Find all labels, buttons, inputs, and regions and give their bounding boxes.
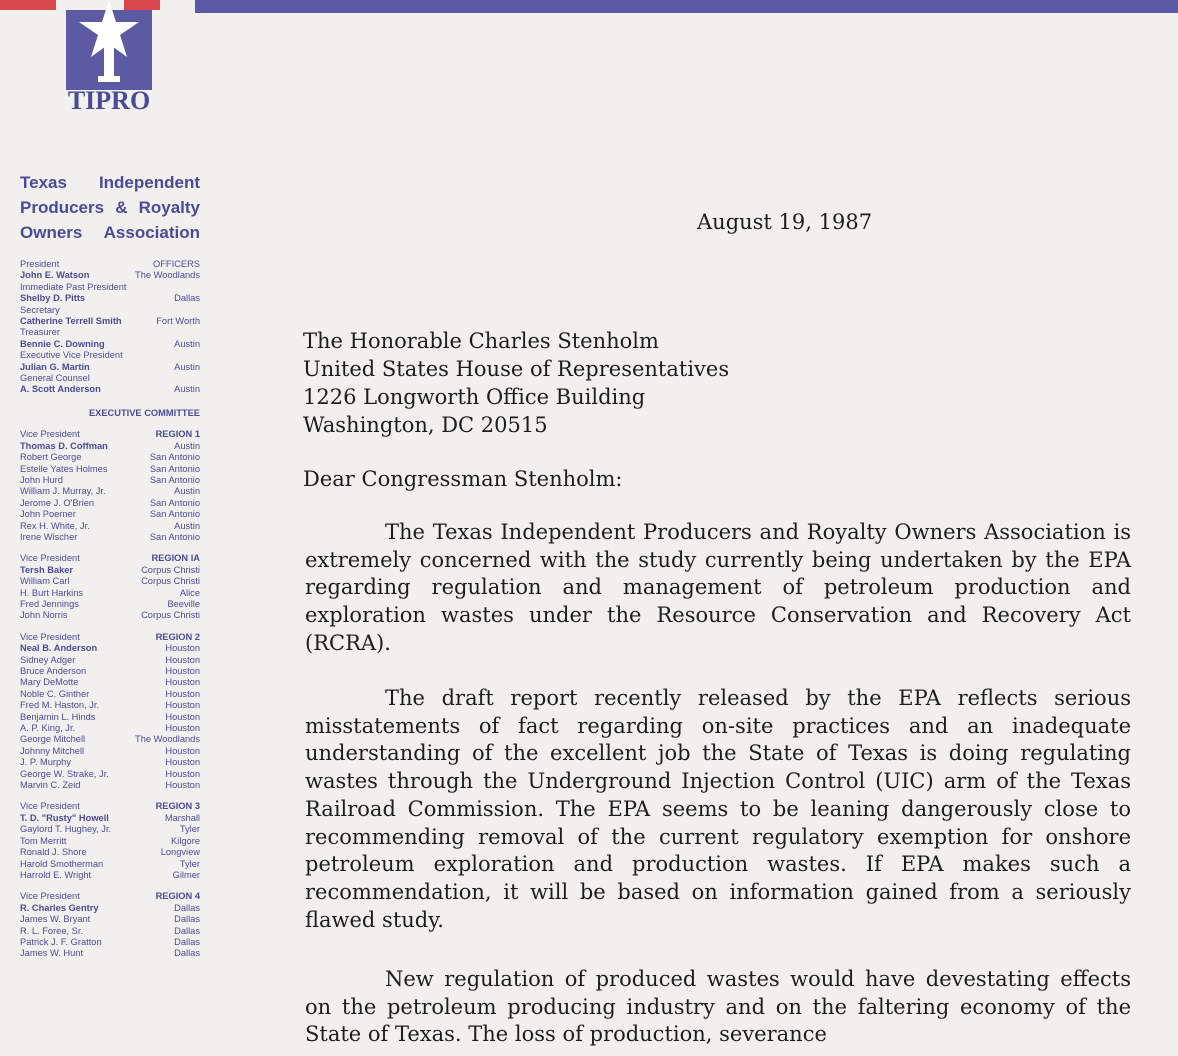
paragraph-text: New regulation of produced wastes would have devestating effects on the petroleum producing industry and on the faltering economy of the State of Texas. The loss of production, severance bbox=[305, 967, 1131, 1047]
committee-member-name: Harrold E. Wright bbox=[20, 869, 92, 880]
committee-member-city: Alice bbox=[179, 587, 200, 598]
committee-member-name: John Hurd bbox=[20, 474, 63, 485]
officer-entry-name: Catherine Terrell Smith bbox=[20, 316, 122, 327]
committee-member-city: Tyler bbox=[179, 858, 200, 869]
officer-entry-name: A. Scott Anderson bbox=[20, 384, 101, 395]
org-name-line: Owners Association bbox=[20, 223, 200, 242]
region-group bbox=[20, 429, 200, 543]
region-header bbox=[20, 553, 200, 564]
officer-entry bbox=[20, 316, 200, 327]
org-name-line: Producers & Royalty bbox=[20, 198, 200, 217]
officer-entry-city: Fort Worth bbox=[156, 316, 200, 327]
committee-member-name: Estelle Yates Holmes bbox=[20, 463, 108, 474]
officer-entry-name: Bennie C. Downing bbox=[20, 338, 105, 349]
officer-title-city: OFFICERS bbox=[152, 259, 200, 269]
address-line: 1226 Longworth Office Building bbox=[303, 385, 646, 409]
address-line: Washington, DC 20515 bbox=[303, 413, 548, 437]
region-group bbox=[20, 632, 200, 792]
executive-committee-heading: EXECUTIVE COMMITTEE bbox=[88, 407, 200, 418]
officer-entry bbox=[20, 362, 200, 373]
officer-title-name: General Counsel bbox=[20, 373, 90, 384]
vice-president bbox=[20, 441, 200, 452]
officer-title bbox=[20, 350, 200, 361]
committee-member-name: Fred Jennings bbox=[20, 598, 79, 609]
paragraph-1 bbox=[305, 519, 1131, 658]
committee-member bbox=[20, 486, 200, 497]
region-header bbox=[20, 891, 200, 902]
officer-entry-city: Austin bbox=[174, 384, 200, 395]
region-header-name: Vice President bbox=[20, 801, 80, 812]
letter-date: August 19, 1987 bbox=[697, 210, 873, 234]
committee-member bbox=[20, 475, 200, 486]
committee-member-name: Bruce Anderson bbox=[20, 666, 87, 676]
officer-entry bbox=[20, 270, 200, 281]
committee-member bbox=[20, 780, 200, 791]
officer-entry bbox=[20, 293, 200, 304]
letterhead-sidebar bbox=[20, 170, 200, 960]
committee-member-name: Gaylord T. Hughey, Jr. bbox=[20, 824, 112, 835]
vice-president-city: Houston bbox=[165, 643, 200, 654]
committee-member-name: Tom Merritt bbox=[20, 835, 67, 846]
committee-member bbox=[20, 521, 200, 532]
committee-member-name: Jerome J. O'Brien bbox=[20, 497, 95, 508]
committee-member-name: Ronald J. Shore bbox=[20, 847, 87, 858]
committee-member bbox=[20, 757, 200, 768]
officer-title bbox=[20, 373, 200, 384]
committee-member-name: J. P. Murphy bbox=[20, 757, 71, 768]
committee-member-name: James W. Hunt bbox=[20, 948, 84, 959]
committee-member-city: Corpus Christi bbox=[141, 610, 200, 621]
committee-member-name: Marvin C. Zeid bbox=[20, 780, 81, 791]
committee-member-name: George Mitchell bbox=[20, 734, 86, 745]
committee-member bbox=[20, 588, 200, 599]
committee-member-city: Houston bbox=[165, 711, 200, 722]
vice-president bbox=[20, 813, 200, 824]
committee-member-city: Longview bbox=[160, 847, 200, 858]
committee-member-city: Austin bbox=[174, 486, 200, 497]
region-header-name: Vice President bbox=[20, 631, 80, 642]
committee-member-name: Sidney Adger bbox=[20, 654, 76, 665]
committee-member-name: James W. Bryant bbox=[20, 914, 91, 925]
officer-title-name: President bbox=[20, 259, 60, 269]
committee-member bbox=[20, 769, 200, 780]
region-header-city: REGION 2 bbox=[155, 631, 200, 642]
region-header-name: Vice President bbox=[20, 553, 80, 564]
vice-president-name: Tersh Baker bbox=[20, 564, 74, 575]
vice-president-name: Neal B. Anderson bbox=[20, 643, 98, 654]
officer-entry-city: The Woodlands bbox=[135, 270, 200, 281]
committee-member bbox=[20, 532, 200, 543]
committee-member-name: A. P. King, Jr. bbox=[20, 723, 76, 734]
committee-member bbox=[20, 610, 200, 621]
committee-member bbox=[20, 734, 200, 745]
paragraph-2 bbox=[305, 685, 1131, 934]
recipient-address bbox=[303, 327, 729, 439]
officer-entry-name: Shelby D. Pitts bbox=[20, 293, 86, 304]
committee-member-city: Dallas bbox=[174, 936, 200, 947]
officer-title-name: Immediate Past President bbox=[20, 281, 127, 292]
committee-member bbox=[20, 746, 200, 757]
region-header-city: REGION 4 bbox=[155, 891, 200, 902]
committee-member-city: Houston bbox=[165, 677, 200, 688]
vice-president-name: T. D. "Rusty" Howell bbox=[20, 812, 109, 823]
paragraph-3 bbox=[305, 966, 1131, 1049]
region-group bbox=[20, 891, 200, 959]
officer-title-name: Treasurer bbox=[20, 327, 60, 338]
committee-member-city: Corpus Christi bbox=[141, 576, 200, 587]
committee-member-name: Fred M. Haston, Jr. bbox=[20, 700, 100, 711]
officer-title bbox=[20, 305, 200, 316]
officer-entry bbox=[20, 339, 200, 350]
officer-title-name: Secretary bbox=[20, 304, 60, 315]
committee-member-name: R. L. Foree, Sr. bbox=[20, 925, 84, 936]
officers-list bbox=[20, 259, 200, 396]
officer-entry bbox=[20, 384, 200, 395]
committee-member-city: Houston bbox=[165, 745, 200, 756]
committee-member bbox=[20, 677, 200, 688]
committee-member-city: San Antonio bbox=[149, 463, 200, 474]
committee-member-city: Tyler bbox=[179, 824, 200, 835]
committee-member bbox=[20, 689, 200, 700]
committee-member-city: Beeville bbox=[167, 598, 200, 609]
committee-member-city: Houston bbox=[165, 666, 200, 676]
region-header-city: REGION 1 bbox=[155, 429, 200, 440]
officer-entry-city: Austin bbox=[174, 361, 200, 372]
committee-member-city: Houston bbox=[165, 757, 200, 768]
executive-committee-list bbox=[20, 429, 200, 959]
committee-member-city: Houston bbox=[165, 780, 200, 791]
officer-title-name: Executive Vice President bbox=[20, 350, 123, 361]
committee-member-city: Austin bbox=[174, 520, 200, 531]
committee-member-city: Dallas bbox=[174, 914, 200, 925]
region-group bbox=[20, 801, 200, 881]
org-name-line: Texas Independent bbox=[20, 173, 200, 192]
committee-member bbox=[20, 937, 200, 948]
vice-president-city: Dallas bbox=[174, 902, 200, 913]
committee-member bbox=[20, 836, 200, 847]
committee-member bbox=[20, 914, 200, 925]
committee-member bbox=[20, 452, 200, 463]
vice-president-city: Austin bbox=[174, 440, 200, 451]
committee-member-name: John Poerner bbox=[20, 509, 76, 520]
committee-member-name: Irene Wischer bbox=[20, 531, 78, 542]
paragraph-text: The draft report recently released by the EPA reflects serious misstatements of fact regarding on-site practices and an inadequate understanding of the excellent job the State of Texas is doing regulating wastes through the Underground Injection Control (UIC) arm of the Texas Railroad Commission. The EPA seems to be leaning dangerously close to recommending removal of the current regulatory exemption for onshore petroleum exploration and production wastes. If EPA makes such a recommendation, it will be based on information gained from a seriously flawed study. bbox=[305, 686, 1131, 932]
committee-member bbox=[20, 859, 200, 870]
committee-member-city: Gilmer bbox=[172, 869, 200, 880]
officer-entry-city: Austin bbox=[174, 338, 200, 349]
committee-member bbox=[20, 509, 200, 520]
committee-member-city: San Antonio bbox=[149, 497, 200, 508]
committee-member-name: Robert George bbox=[20, 452, 82, 463]
committee-member-name: Benjamin L. Hinds bbox=[20, 711, 96, 722]
organization-name bbox=[20, 170, 200, 245]
committee-member bbox=[20, 723, 200, 734]
committee-member bbox=[20, 948, 200, 959]
salutation: Dear Congressman Stenholm: bbox=[303, 467, 623, 491]
vice-president bbox=[20, 903, 200, 914]
committee-member-city: The Woodlands bbox=[135, 734, 200, 745]
committee-member bbox=[20, 599, 200, 610]
region-header-city: REGION IA bbox=[151, 553, 200, 564]
committee-member bbox=[20, 655, 200, 666]
officer-title bbox=[20, 327, 200, 338]
committee-member-name: William J. Murray, Jr. bbox=[20, 486, 106, 497]
committee-member bbox=[20, 824, 200, 835]
officer-entry-city: Dallas bbox=[174, 293, 200, 304]
committee-member-city: San Antonio bbox=[149, 509, 200, 520]
committee-member bbox=[20, 700, 200, 711]
paragraph-text: The Texas Independent Producers and Royalty Owners Association is extremely concerned with the study currently being undertaken by the EPA regarding regulation and management of petroleum production and exploration wastes under the Resource Conservation and Recovery Act (RCRA). bbox=[305, 520, 1131, 655]
address-line: United States House of Representatives bbox=[303, 357, 730, 381]
committee-member-city: San Antonio bbox=[149, 474, 200, 485]
officer-title bbox=[20, 259, 200, 270]
vice-president bbox=[20, 565, 200, 576]
region-header bbox=[20, 632, 200, 643]
committee-member-city: Dallas bbox=[174, 925, 200, 936]
committee-member-city: Dallas bbox=[174, 948, 200, 959]
committee-member-name: Johnny Mitchell bbox=[20, 745, 85, 756]
committee-member bbox=[20, 576, 200, 587]
logo-text: TIPRO bbox=[67, 86, 151, 115]
committee-member bbox=[20, 847, 200, 858]
region-header-name: Vice President bbox=[20, 429, 80, 440]
vice-president-name: Thomas D. Coffman bbox=[20, 440, 108, 451]
committee-member-name: Noble C. Ginther bbox=[20, 688, 90, 699]
committee-member bbox=[20, 666, 200, 677]
committee-member bbox=[20, 926, 200, 937]
committee-member-city: Houston bbox=[165, 768, 200, 779]
committee-member-name: William Carl bbox=[20, 576, 70, 587]
committee-member-name: H. Burt Harkins bbox=[20, 587, 84, 598]
committee-member bbox=[20, 464, 200, 475]
committee-member-name: George W. Strake, Jr. bbox=[20, 768, 109, 779]
committee-member bbox=[20, 870, 200, 881]
region-group bbox=[20, 553, 200, 621]
region-header bbox=[20, 429, 200, 440]
committee-member-city: San Antonio bbox=[149, 452, 200, 463]
committee-member-name: Rex H. White, Jr. bbox=[20, 520, 90, 531]
vice-president-city: Marshall bbox=[164, 812, 200, 823]
vice-president bbox=[20, 643, 200, 654]
committee-member-city: Houston bbox=[165, 688, 200, 699]
committee-member-city: Houston bbox=[165, 654, 200, 665]
officer-entry-name: Julian G. Martin bbox=[20, 361, 90, 372]
committee-member-city: Kilgore bbox=[171, 835, 200, 846]
committee-member bbox=[20, 712, 200, 723]
officer-title bbox=[20, 282, 200, 293]
committee-member bbox=[20, 498, 200, 509]
vice-president-city: Corpus Christi bbox=[141, 564, 200, 575]
committee-member-name: Harold Smotherman bbox=[20, 858, 104, 869]
officer-entry-name: John E. Watson bbox=[20, 270, 90, 281]
vice-president-name: R. Charles Gentry bbox=[20, 902, 99, 913]
committee-member-name: John Norris bbox=[20, 610, 68, 621]
tipro-logo bbox=[0, 0, 160, 115]
address-line: The Honorable Charles Stenholm bbox=[303, 329, 659, 353]
region-header-name: Vice President bbox=[20, 891, 80, 902]
committee-member-name: Patrick J. F. Gratton bbox=[20, 936, 102, 947]
letterhead-top-bar bbox=[195, 0, 1178, 13]
committee-member-city: Houston bbox=[165, 723, 200, 734]
region-header bbox=[20, 801, 200, 812]
region-header-city: REGION 3 bbox=[155, 801, 200, 812]
committee-member-name: Mary DeMotte bbox=[20, 677, 79, 688]
committee-member-city: Houston bbox=[165, 700, 200, 711]
committee-member-city: San Antonio bbox=[149, 531, 200, 542]
